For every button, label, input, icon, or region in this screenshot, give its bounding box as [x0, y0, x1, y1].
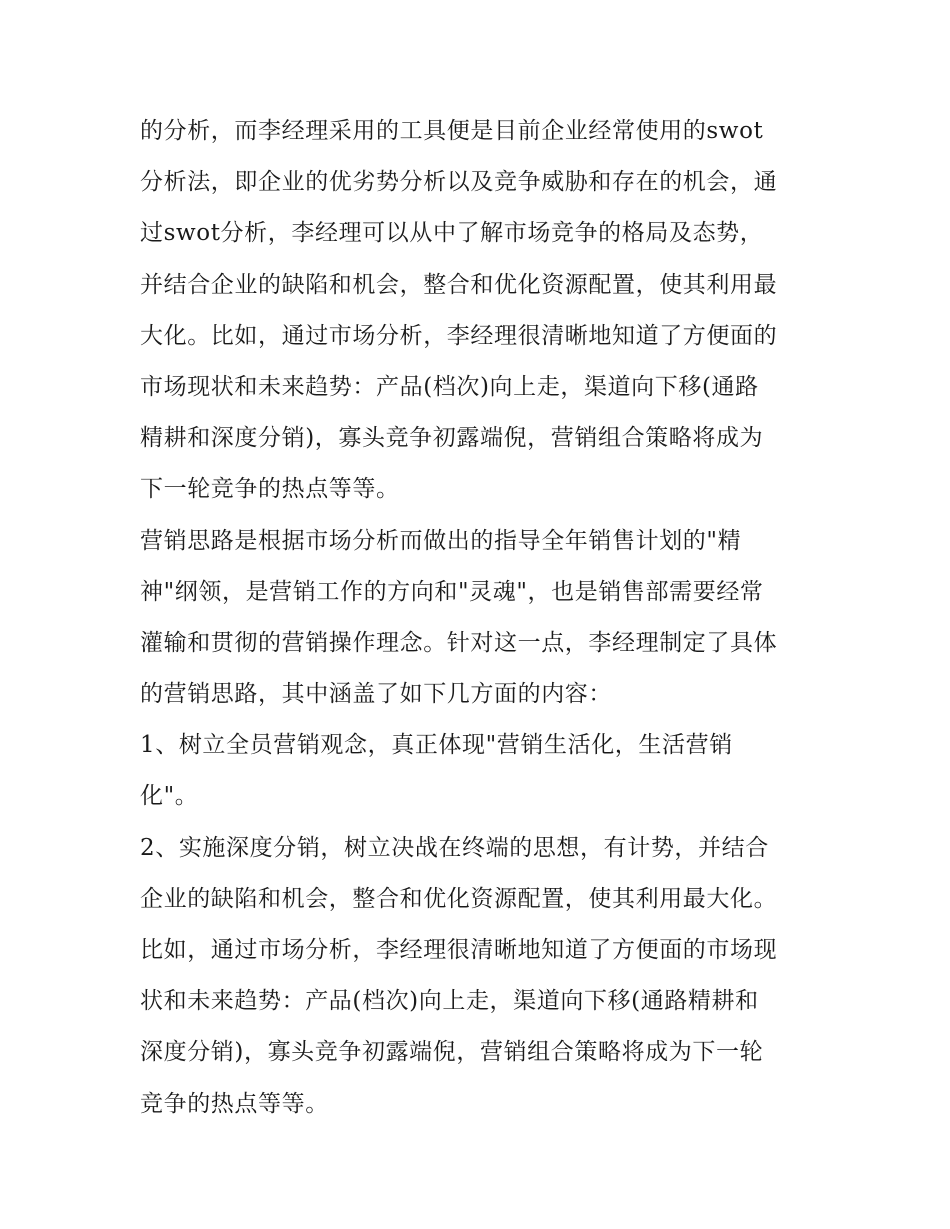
text-line: 分析法，即企业的优劣势分析以及竞争威胁和存在的机会，通	[140, 169, 778, 196]
text-line: 竞争的热点等等。	[140, 1090, 329, 1117]
text-line: 神"纲领，是营销工作的方向和"灵魂"，也是销售部需要经常	[140, 578, 764, 605]
text-line: 的分析，而李经理采用的工具便是目前企业经常使用的swot	[140, 118, 764, 144]
text-line: 化"。	[140, 783, 199, 810]
text-line: 比如，通过市场分析，李经理很清晰地知道了方便面的市场现	[140, 937, 778, 963]
text-line: 深度分销)，寡头竞争初露端倪，营销组合策略将成为下一轮	[140, 1039, 764, 1066]
text-line: 1、树立全员营销观念，真正体现"营销生活化，生活营销	[140, 732, 733, 759]
text-line: 的营销思路，其中涵盖了如下几方面的内容：	[140, 681, 612, 708]
text-line: 下一轮竞争的热点等等。	[140, 476, 400, 503]
text-line: 营销思路是根据市场分析而做出的指导全年销售计划的"精	[140, 527, 742, 554]
text-line: 2、实施深度分销，树立决战在终端的思想，有计势，并结合	[140, 834, 769, 861]
text-line: 精耕和深度分销)，寡头竞争初露端倪，营销组合策略将成为	[140, 425, 764, 452]
body-text	[140, 106, 820, 1130]
text-line: 过swot分析，李经理可以从中了解市场竞争的格局及态势，	[140, 220, 764, 247]
text-line: 企业的缺陷和机会，整合和优化资源配置，使其利用最大化。	[140, 885, 778, 912]
text-line: 大化。比如，通过市场分析，李经理很清晰地知道了方便面的	[140, 322, 778, 349]
text-line: 并结合企业的缺陷和机会，整合和优化资源配置，使其利用最	[140, 271, 778, 298]
text-line: 灌输和贯彻的营销操作理念。针对这一点，李经理制定了具体	[140, 629, 778, 656]
text-line: 状和未来趋势：产品(档次)向上走，渠道向下移(通路精耕和	[140, 988, 759, 1015]
text-line: 市场现状和未来趋势：产品(档次)向上走，渠道向下移(通路	[140, 373, 759, 400]
